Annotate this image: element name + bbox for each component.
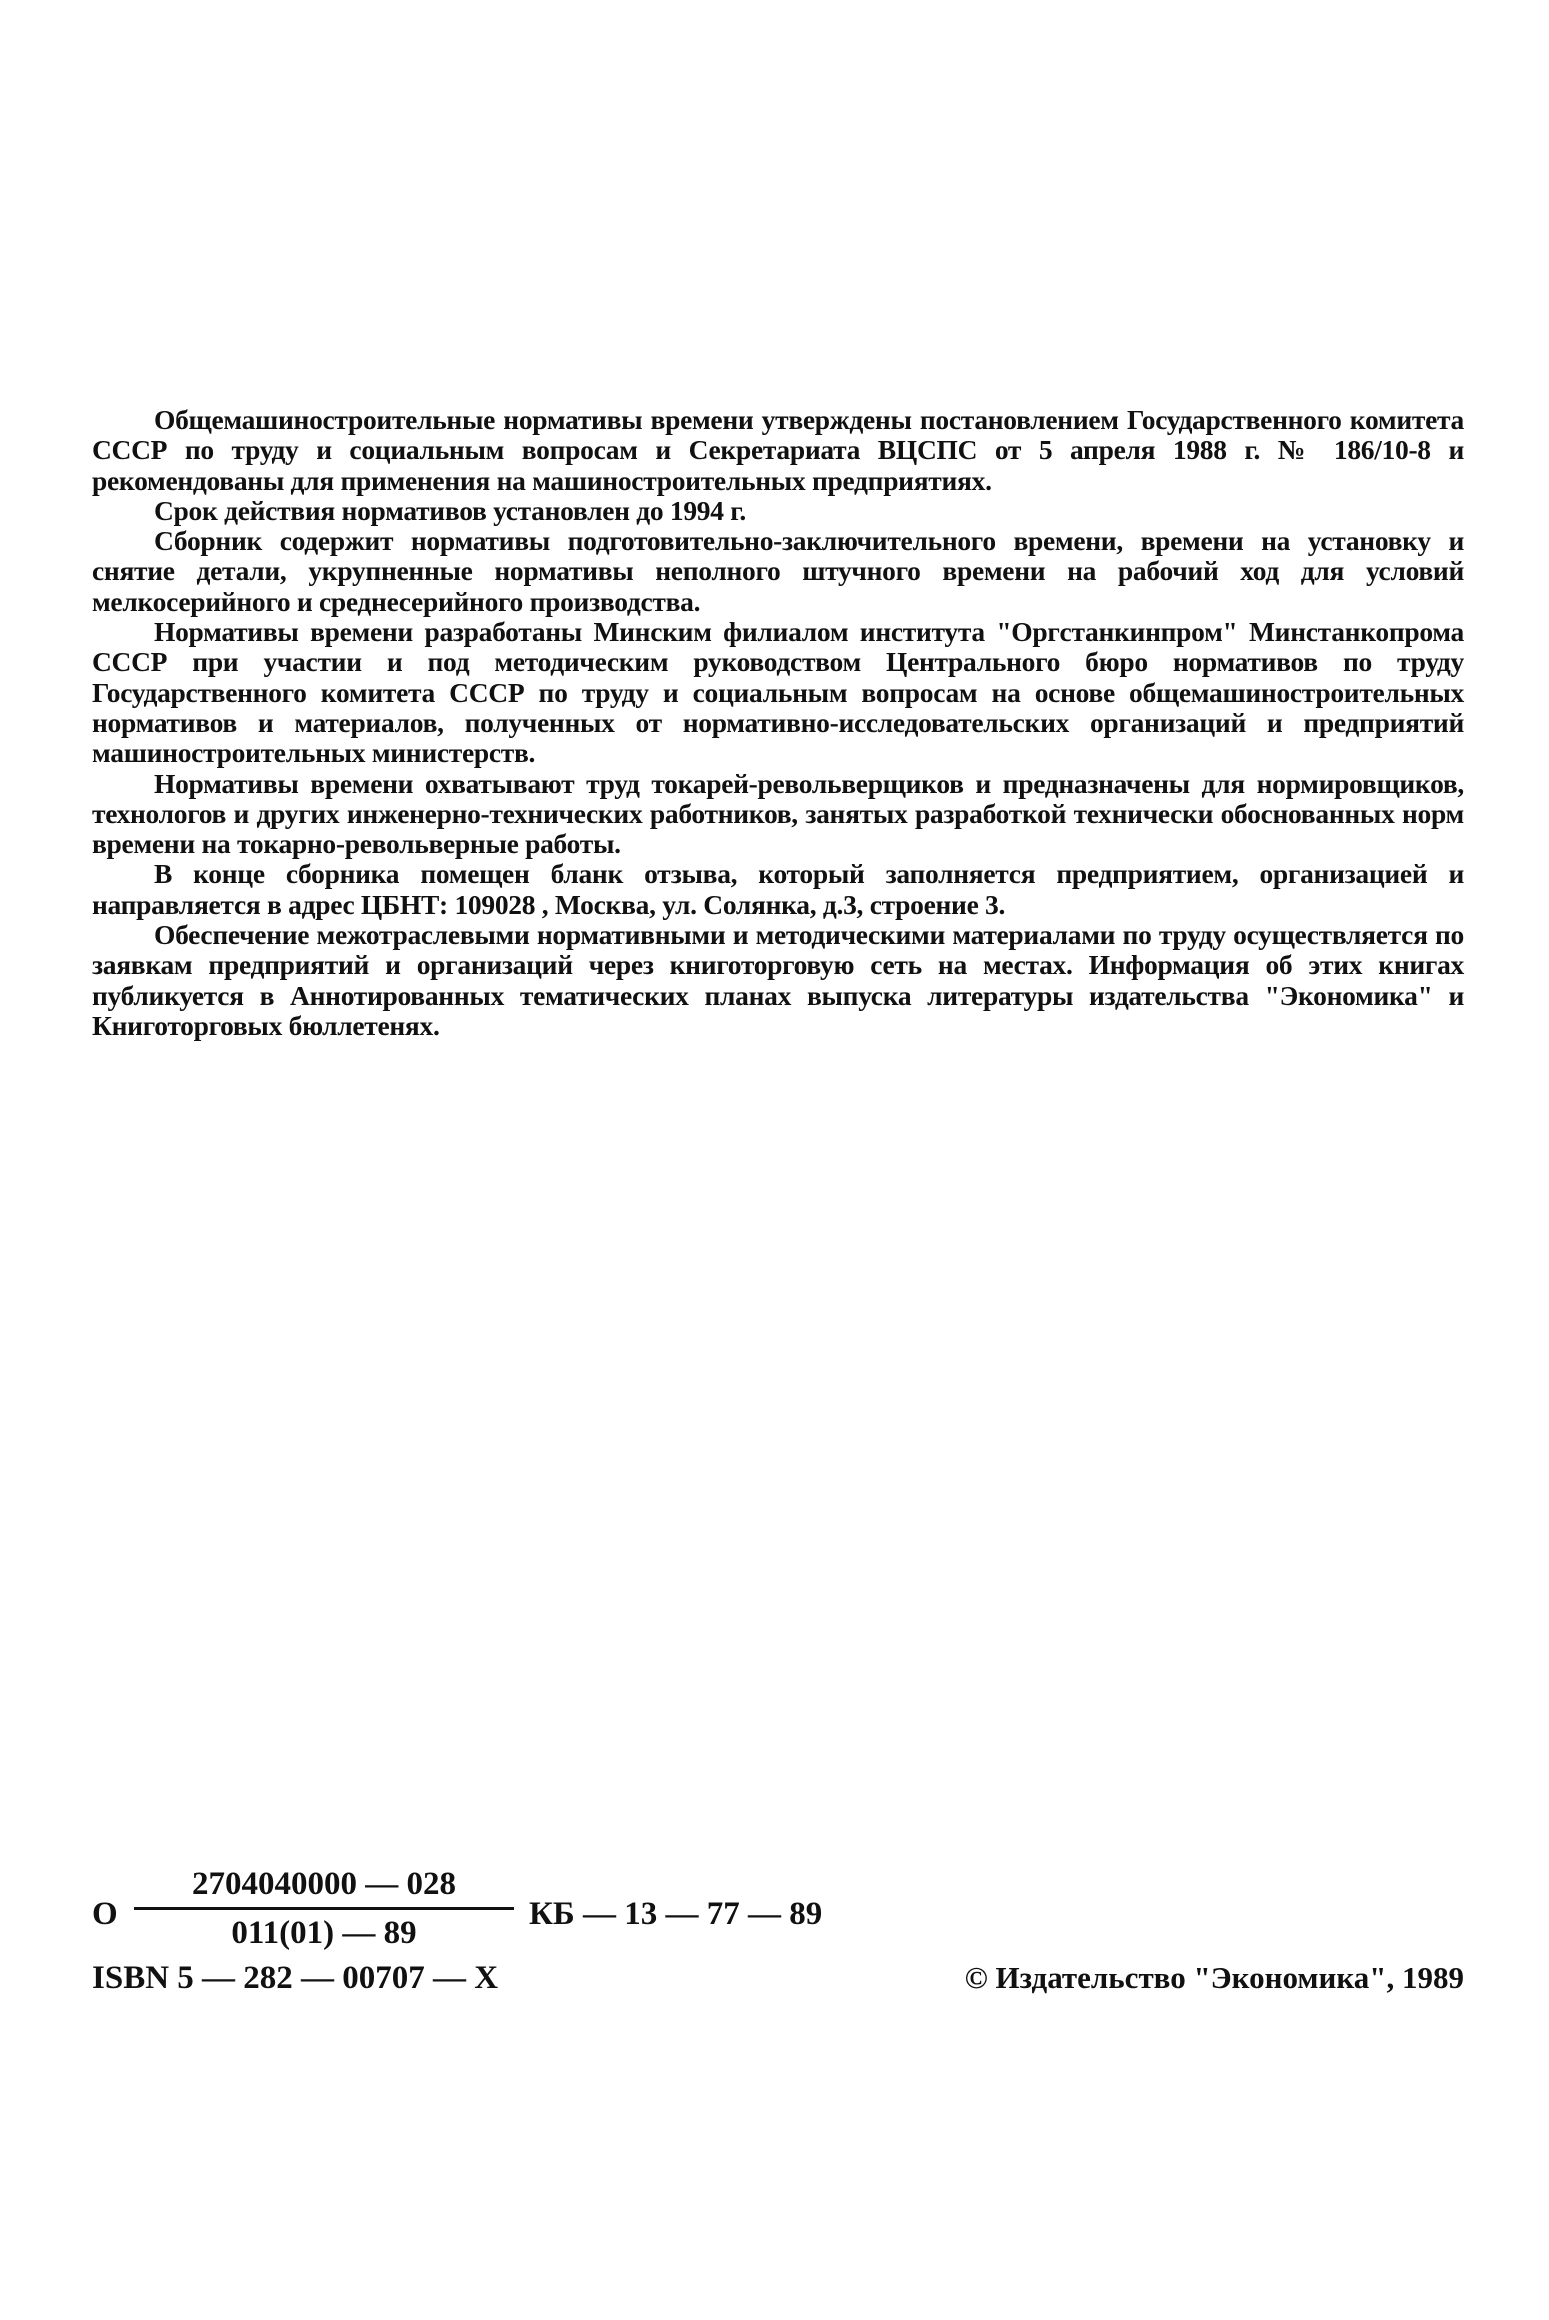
code-fraction <box>134 1865 514 1952</box>
isbn: ISBN 5 — 282 — 00707 — X <box>92 1960 499 1996</box>
kb-code: КБ — 13 — 77 — 89 <box>529 1896 823 1932</box>
code-denominator: 011(01) — 89 <box>231 1915 417 1951</box>
isbn-row <box>92 1960 1464 2008</box>
index-letter: О <box>92 1896 118 1932</box>
paragraph-approval: Общемашиностроительные нормативы времени утверждены постановлением Государственного комитета СССР по труду и социальным вопросам и Секретариата ВЦСПС от 5 апреля 1988 г. № 186/10-8 и рекомендованы для применения на машиностроительных предприятиях. <box>92 404 1464 496</box>
paragraph-authors: Нормативы времени разработаны Минским филиалом института "Оргстанкинпром" Минстанкопрома СССР при участии и под методическим руководством Центрального бюро нормативов по труду Государственного комитета СССР по труду и социальным вопросам на основе общемашиностроительных нормативов и материалов, полученных от нормативно-исследовательских организаций и предприятий машиностроительных министерств. <box>92 616 1464 769</box>
classification-code <box>92 1865 1464 1960</box>
paragraph-distribution: Обеспечение межотраслевыми нормативными и методическими материалами по труду осуществляется по заявкам предприятий и организаций через книготорговую сеть на местах. Информация об этих книгах публикуется в Аннотированных тематических планах выпуска литературы издательства "Экономика" и Книготорговых бюллетенях. <box>92 919 1464 1041</box>
code-numerator: 2704040000 — 028 <box>134 1865 514 1910</box>
paragraph-audience: Нормативы времени охватывают труд токарей-револьверщиков и предназначены для нормировщиков, технологов и других инженерно-технических работников, занятых разработкой технически обоснованных норм времени на токарно-револьверные работы. <box>92 767 1464 860</box>
body-text <box>92 405 1464 1041</box>
paragraph-feedback: В конце сборника помещен бланк отзыва, который заполняется предприятием, организацией и направляется в адрес ЦБНТ: 109028 , Москва, ул. Солянка, д.3, строение 3. <box>92 858 1464 920</box>
paragraph-validity: Срок действия нормативов установлен до 1994 г. <box>154 494 746 526</box>
imprint <box>92 1865 1464 2008</box>
copyright: © Издательство "Экономика", 1989 <box>964 1960 1464 1995</box>
paragraph-contents: Сборник содержит нормативы подготовительно-заключительного времени, времени на установку и снятие детали, укрупненные нормативы неполного штучного времени на рабочий ход для условий мелкосерийного и среднесерийного производства. <box>92 525 1464 617</box>
